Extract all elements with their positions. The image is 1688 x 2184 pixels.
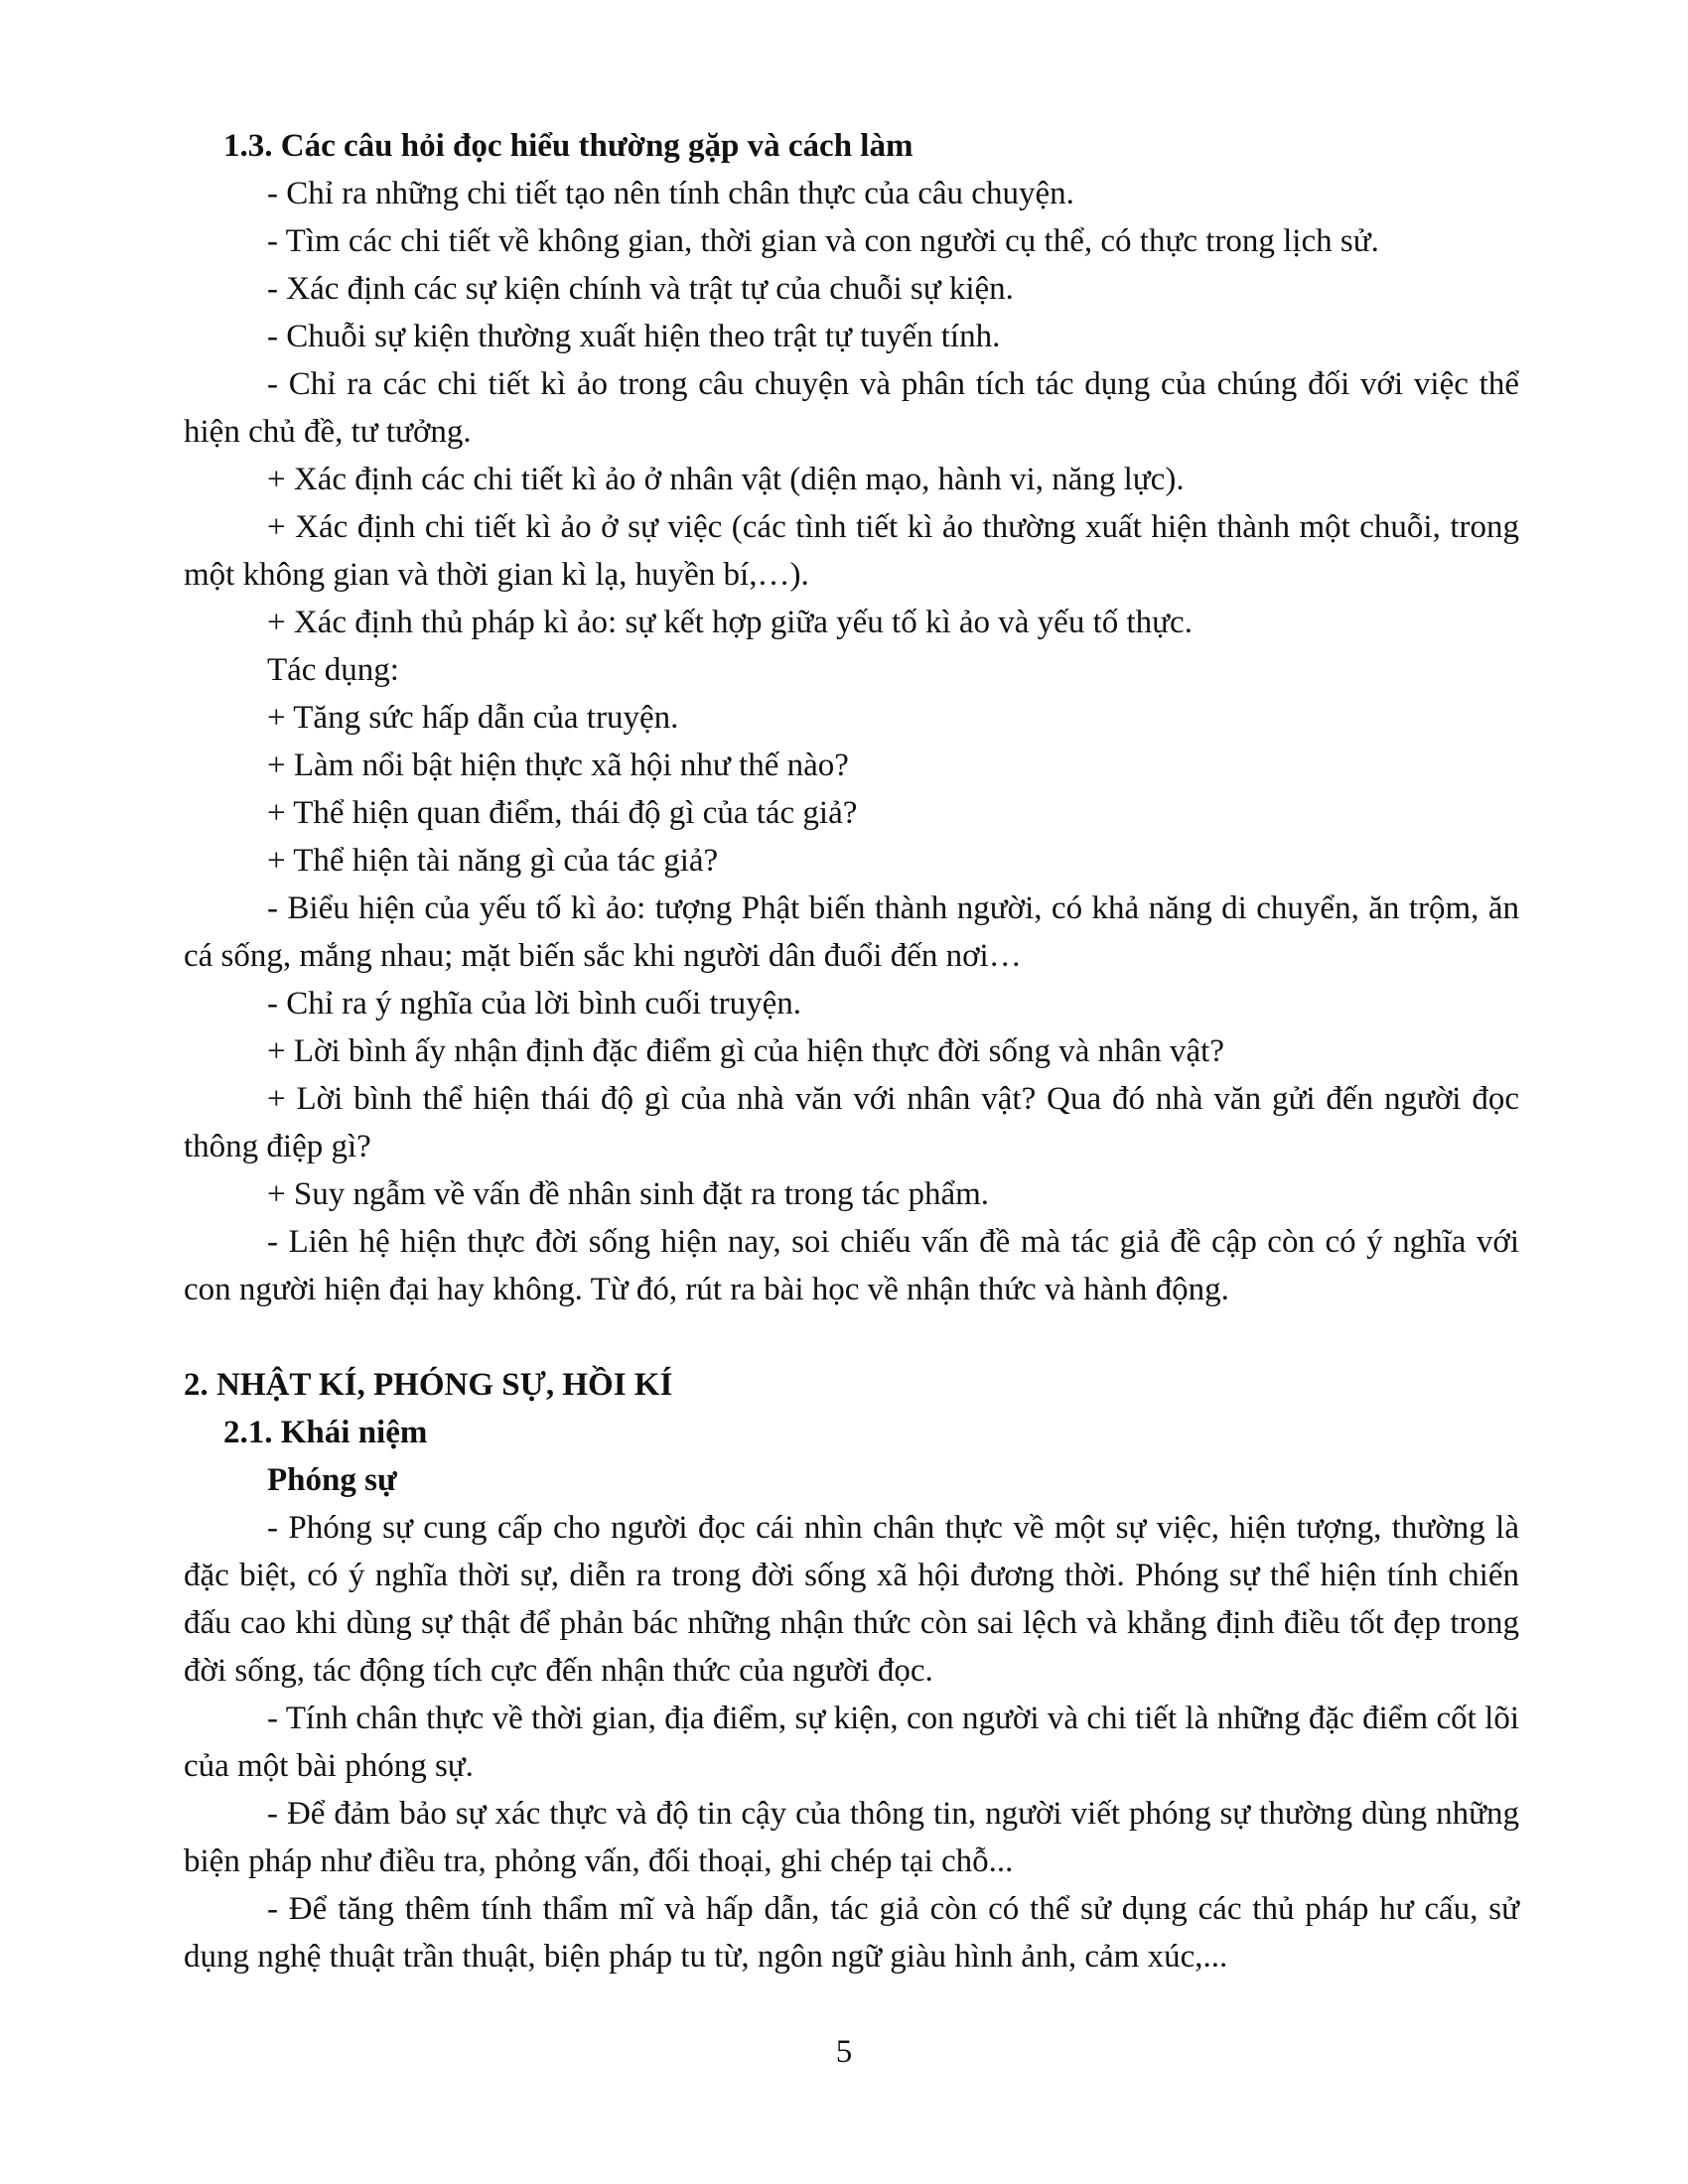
page-number: 5 — [835, 2034, 853, 2070]
paragraph: - Liên hệ hiện thực đời sống hiện nay, soi chiếu vấn đề mà tác giả đề cập còn có ý nghĩa với con người hiện đại hay không. Từ đó, rút ra bài học về nhận thức và hành động. — [184, 1224, 1519, 1307]
paragraph: + Tăng sức hấp dẫn của truyện. — [267, 700, 679, 736]
paragraph: - Để tăng thêm tính thẩm mĩ và hấp dẫn, tác giả còn có thể sử dụng các thủ pháp hư cấu, sử dụng nghệ thuật trần thuật, biện pháp tu từ, ngôn ngữ giàu hình ảnh, cảm xúc,... — [184, 1891, 1519, 1975]
term-heading: Phóng sự — [267, 1462, 397, 1498]
section-heading-1-3: 1.3. Các câu hỏi đọc hiểu thường gặp và cách làm — [223, 128, 914, 164]
paragraph: + Lời bình ấy nhận định đặc điểm gì của hiện thực đời sống và nhân vật? — [267, 1033, 1224, 1069]
paragraph: - Để đảm bảo sự xác thực và độ tin cậy của thông tin, người viết phóng sự thường dùng những biện pháp như điều tra, phỏng vấn, đối thoại, ghi chép tại chỗ... — [184, 1796, 1519, 1879]
paragraph: - Phóng sự cung cấp cho người đọc cái nhìn chân thực về một sự việc, hiện tượng, thường là đặc biệt, có ý nghĩa thời sự, diễn ra trong đời sống xã hội đương thời. Phóng sự thể hiện tính chiến đấu cao khi dùng sự thật để phản bác những nhận thức còn sai lệch và khẳng định điều tốt đẹp trong đời sống, tác động tích cực đến nhận thức của người đọc. — [184, 1510, 1519, 1689]
paragraph: + Xác định các chi tiết kì ảo ở nhân vật (diện mạo, hành vi, năng lực). — [267, 462, 1185, 497]
paragraph: + Xác định thủ pháp kì ảo: sự kết hợp giữa yếu tố kì ảo và yếu tố thực. — [267, 605, 1193, 640]
page-content — [184, 122, 1519, 1980]
paragraph: + Thể hiện quan điểm, thái độ gì của tác giả? — [267, 795, 858, 831]
paragraph: + Thể hiện tài năng gì của tác giả? — [267, 843, 719, 879]
paragraph: - Tìm các chi tiết về không gian, thời gian và con người cụ thể, có thực trong lịch sử. — [267, 223, 1379, 259]
paragraph: + Suy ngẫm về vấn đề nhân sinh đặt ra trong tác phẩm. — [267, 1176, 990, 1212]
paragraph: - Tính chân thực về thời gian, địa điểm, sự kiện, con người và chi tiết là những đặc điểm cốt lõi của một bài phóng sự. — [184, 1701, 1519, 1784]
paragraph: + Xác định chi tiết kì ảo ở sự việc (các tình tiết kì ảo thường xuất hiện thành một chuỗi, trong một không gian và thời gian kì lạ, huyền bí,…). — [184, 509, 1519, 593]
paragraph: - Chỉ ra các chi tiết kì ảo trong câu chuyện và phân tích tác dụng của chúng đối với việc thể hiện chủ đề, tư tưởng. — [184, 366, 1519, 450]
paragraph: - Chỉ ra ý nghĩa của lời bình cuối truyện. — [267, 986, 801, 1022]
paragraph: - Xác định các sự kiện chính và trật tự của chuỗi sự kiện. — [267, 271, 1014, 307]
section-heading-2: 2. NHẬT KÍ, PHÓNG SỰ, HỒI KÍ — [184, 1367, 673, 1403]
paragraph: - Biểu hiện của yếu tố kì ảo: tượng Phật biến thành người, có khả năng di chuyển, ăn trộm, ăn cá sống, mắng nhau; mặt biến sắc khi người dân đuổi đến nơi… — [184, 890, 1519, 974]
subsection-heading-2-1: 2.1. Khái niệm — [223, 1415, 428, 1450]
paragraph: - Chỉ ra những chi tiết tạo nên tính chân thực của câu chuyện. — [267, 176, 1074, 211]
paragraph: - Chuỗi sự kiện thường xuất hiện theo trật tự tuyến tính. — [267, 319, 1001, 354]
effects-label: Tác dụng: — [267, 652, 399, 688]
paragraph: + Lời bình thể hiện thái độ gì của nhà văn với nhân vật? Qua đó nhà văn gửi đến người đọc thông điệp gì? — [184, 1081, 1519, 1164]
paragraph: + Làm nổi bật hiện thực xã hội như thế nào? — [267, 748, 849, 783]
